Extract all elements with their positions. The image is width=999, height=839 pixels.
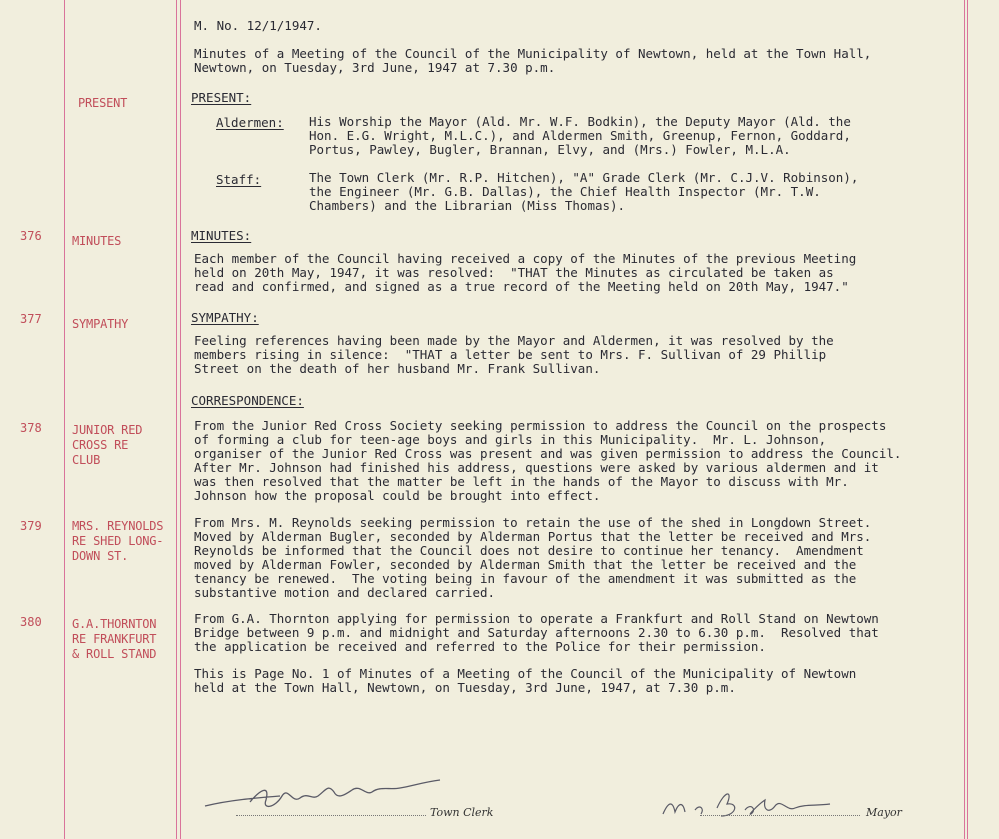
margin-label-sympathy: SYMPATHY — [72, 317, 129, 331]
sympathy-line-3: Street on the death of her husband Mr. Frank Sullivan. — [194, 361, 601, 376]
heading-sympathy: SYMPATHY: — [191, 310, 259, 325]
staff-line-1: The Town Clerk (Mr. R.P. Hitchen), "A" Grade Clerk (Mr. C.J.V. Robinson), — [309, 170, 859, 185]
footer-line-1: This is Page No. 1 of Minutes of a Meeting of the Council of the Municipality of Newtown — [194, 666, 857, 681]
margin-rule-right-double — [967, 0, 968, 839]
item-379-line-6: substantive motion and declared carried. — [194, 585, 496, 600]
aldermen-line-2: Hon. E.G. Wright, M.L.C.), and Aldermen Smith, Greenup, Fernon, Goddard, — [309, 128, 851, 143]
staff-line-3: Chambers) and the Librarian (Miss Thomas). — [309, 198, 626, 213]
mayor-caption: Mayor — [866, 806, 902, 819]
item-378-line-1: From the Junior Red Cross Society seeking permission to address the Council on the prospects — [194, 418, 887, 433]
item-378-line-2: of forming a club for teen-age boys and girls in this Municipality. Mr. L. Johnson, — [194, 432, 827, 447]
heading-correspondence: CORRESPONDENCE: — [191, 393, 304, 408]
margin-label-cross-re: CROSS RE — [72, 438, 129, 452]
mayor-signature-line — [700, 815, 860, 817]
item-379-line-1: From Mrs. M. Reynolds seeking permission to retain the use of the shed in Longdown Street. — [194, 515, 872, 530]
margin-label-club: CLUB — [72, 453, 101, 467]
item-380-line-1: From G.A. Thornton applying for permission to operate a Frankfurt and Roll Stand on Newtown — [194, 611, 879, 626]
item-379-line-2: Moved by Alderman Bugler, seconded by Alderman Portus that the letter be received and Mrs. — [194, 529, 872, 544]
item-379-line-4: moved by Alderman Fowler, seconded by Alderman Smith that the letter be received and the — [194, 557, 857, 572]
margin-label-re-shed: RE SHED LONG- — [72, 534, 164, 548]
town-clerk-caption: Town Clerk — [430, 806, 494, 819]
item-380-line-2: Bridge between 9 p.m. and midnight and Saturday afternoons 2.30 to 6.30 p.m. Resolved that — [194, 625, 879, 640]
margin-label-minutes: MINUTES — [72, 234, 122, 248]
margin-label-thornton: G.A.THORNTON — [72, 617, 157, 631]
minutes-line-1: Each member of the Council having received a copy of the Minutes of the previous Meeting — [194, 251, 857, 266]
item-number-378: 378 — [20, 421, 42, 435]
item-number-380: 380 — [20, 615, 42, 629]
heading-minutes: MINUTES: — [191, 228, 252, 243]
footer-line-2: held at the Town Hall, Newtown, on Tuesday, 3rd June, 1947, at 7.30 p.m. — [194, 680, 736, 695]
margin-label-junior-red: JUNIOR RED — [72, 423, 143, 437]
item-number-377: 377 — [20, 312, 42, 326]
margin-label-mrs-reynolds: MRS. REYNOLDS — [72, 519, 164, 533]
item-378-line-4: After Mr. Johnson had finished his address, questions were asked by various aldermen and it — [194, 460, 879, 475]
margin-label-present: PRESENT — [78, 96, 128, 110]
margin-label-re-frankfurt: RE FRANKFURT — [72, 632, 157, 646]
item-379-line-5: tenancy be renewed. The voting being in favour of the amendment it was submitted as the — [194, 571, 857, 586]
margin-rule-right — [964, 0, 965, 839]
item-380-line-3: the application be received and referred to the Police for their permission. — [194, 639, 766, 654]
aldermen-label: Aldermen: — [216, 115, 284, 130]
item-378-line-5: was then resolved that the matter be left in the hands of the Mayor to discuss with Mr. — [194, 474, 849, 489]
item-378-line-6: Johnson how the proposal could be brought into effect. — [194, 488, 601, 503]
item-number-376: 376 — [20, 229, 42, 243]
minutes-line-3: read and confirmed, and signed as a true record of the Meeting held on 20th May, 1947." — [194, 279, 849, 294]
margin-rule-left — [64, 0, 65, 839]
minute-reference: M. No. 12/1/1947. — [194, 18, 322, 33]
intro-line-2: Newtown, on Tuesday, 3rd June, 1947 at 7.30 p.m. — [194, 60, 556, 75]
sympathy-line-2: members rising in silence: "THAT a letter be sent to Mrs. F. Sullivan of 29 Phillip — [194, 347, 827, 362]
heading-present: PRESENT: — [191, 90, 252, 105]
staff-label: Staff: — [216, 172, 262, 187]
margin-label-down-st: DOWN ST. — [72, 549, 129, 563]
item-379-line-3: Reynolds be informed that the Council does not desire to continue her tenancy. Amendment — [194, 543, 864, 558]
minutes-line-2: held on 20th May, 1947, it was resolved: "THAT the Minutes as circulated be taken as — [194, 265, 834, 280]
item-number-379: 379 — [20, 519, 42, 533]
sympathy-line-1: Feeling references having been made by the Mayor and Aldermen, it was resolved by the — [194, 333, 834, 348]
staff-line-2: the Engineer (Mr. G.B. Dallas), the Chief Health Inspector (Mr. T.W. — [309, 184, 821, 199]
intro-line-1: Minutes of a Meeting of the Council of the Municipality of Newtown, held at the Town Hall, — [194, 46, 872, 61]
margin-rule-center-double — [180, 0, 181, 839]
town-clerk-signature-line — [236, 815, 426, 817]
margin-rule-center — [176, 0, 177, 839]
item-378-line-3: organiser of the Junior Red Cross was present and was given permission to address the Council. — [194, 446, 902, 461]
aldermen-line-3: Portus, Pawley, Bugler, Brannan, Elvy, and (Mrs.) Fowler, M.L.A. — [309, 142, 791, 157]
margin-label-roll-stand: & ROLL STAND — [72, 647, 157, 661]
aldermen-line-1: His Worship the Mayor (Ald. Mr. W.F. Bodkin), the Deputy Mayor (Ald. the — [309, 114, 851, 129]
